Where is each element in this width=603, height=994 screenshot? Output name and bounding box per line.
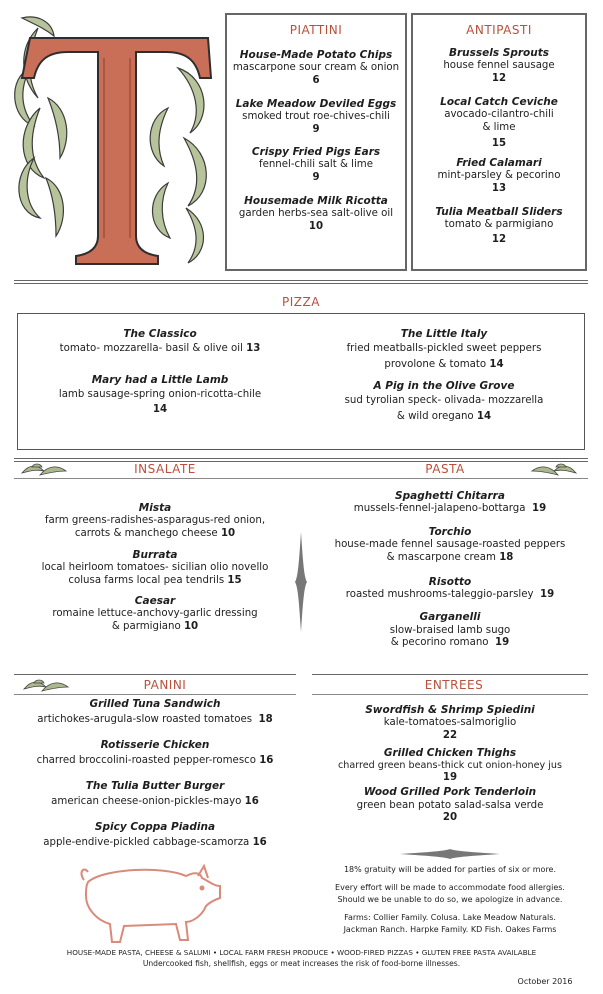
menu-item: Swordfish & Shrimp Spiedini kale-tomatoes-salmoriglio 22 [365,704,535,741]
vertical-diamond-divider-icon [295,532,307,636]
menu-item: Grilled Tuna Sandwich artichokes-arugula-slow roasted tomatoes 18 [37,698,273,726]
insalate-section [14,502,296,634]
menu-item: Tulia Meatball Sliders tomato & parmigiano 12 [435,205,563,245]
menu-item: Risotto roasted mushrooms-taleggio-parsley 19 [345,575,555,600]
piattini-section [225,13,407,271]
menu-date: October 2016 [517,977,573,986]
allergy-note: Every effort will be made to accommodate food allergies. [335,883,565,892]
menu-item: The Tulia Butter Burger american cheese-onion-pickles-mayo 16 [51,779,259,807]
entrees-underline [312,694,588,695]
footer-tagline: HOUSE-MADE PASTA, CHEESE & SALUMI • LOCAL FARM FRESH PRODUCE • WOOD-FIRED PIZZAS • GLUTEN FREE PASTA AVAILABLE [66,948,537,957]
menu-item: Garganelli slow-braised lamb sugo & pecorino romano 19 [389,611,511,649]
pizza-section [17,313,585,450]
footer-warning: Undercooked fish, shellfish, eggs or meat increases the risk of food-borne illnesses. [142,958,461,968]
pasta-heading: PASTA [425,462,465,476]
horizontal-diamond-divider-icon [400,844,500,863]
menu-item: Wood Grilled Pork Tenderloin green bean potato salad-salsa verde 20 [356,786,544,824]
entrees-section [312,704,588,825]
allergy-note: Should we be unable to do so, we apologize in advance. [337,895,563,904]
menu-item: Mary had a Little Lamb lamb sausage-spring onion-ricotta-chile 14 [58,373,262,415]
menu-item: House-Made Potato Chips mascarpone sour cream & onion 6 [232,49,400,86]
antipasti-heading: ANTIPASTI [466,23,532,37]
panini-rule [14,674,296,675]
menu-item: Lake Meadow Deviled Eggs smoked trout roe-chives-chili 9 [235,97,397,135]
menu-item: Mista farm greens-radishes-asparagus-red onion, carrots & manchego cheese 10 [44,502,266,539]
panini-underline [14,694,296,695]
pasta-section [312,490,588,650]
menu-item: Grilled Chicken Thighs charred green beans-thick cut onion-honey jus 19 [338,746,562,783]
pizza-rule [14,280,588,284]
insalate-heading: INSALATE [134,462,196,476]
menu-item: Spaghetti Chitarra mussels-fennel-jalapeno-bottarga 19 [353,490,547,515]
farms-note: Jackman Ranch. Harpke Family. KD Fish. Oakes Farms [343,925,557,934]
gratuity-note: 18% gratuity will be added for parties of six or more. [343,865,557,874]
footer [0,948,603,969]
menu-item: Local Catch Ceviche avocado-cilantro-chili & lime 15 [440,95,558,150]
entrees-heading: ENTREES [424,678,484,692]
menu-item: The Classico tomato- mozzarella- basil & olive oil 13 [59,328,261,355]
menu-item: Burrata local heirloom tomatoes- sicilian olio novello colusa farms local pea tendrils 15 [41,548,269,586]
menu-item: Rotisserie Chicken charred broccolini-roasted pepper-romesco 16 [36,738,274,766]
piattini-heading: PIATTINI [289,23,343,37]
menu-item: Housemade Milk Ricotta garden herbs-sea salt-olive oil 10 [238,194,394,232]
pig-outline-icon [74,862,224,950]
antipasti-section [411,13,587,271]
pizza-heading: PIZZA [282,295,320,309]
drop-cap-t-with-leaves-icon [8,8,218,270]
notes-section [312,864,588,936]
menu-item: The Little Italy fried meatballs-pickled sweet peppers provolone & tomato 14 [346,328,542,370]
menu-item: Fried Calamari mint-parsley & pecorino 13 [437,157,561,194]
panini-section [14,698,296,850]
menu-item: Caesar romaine lettuce-anchovy-garlic dressing & parmigiano 10 [52,595,258,633]
drop-cap-logo [8,8,218,270]
farms-note: Farms: Collier Family. Colusa. Lake Meadow Naturals. [344,913,556,922]
entrees-rule [312,674,588,675]
insalate-rule [14,458,588,462]
menu-item: Brussels Sprouts house fennel sausage 12 [443,47,555,84]
section-rule [14,478,588,479]
menu-item: Spicy Coppa Piadina apple-endive-pickled cabbage-scamorza 16 [43,820,267,848]
menu-item: A Pig in the Olive Grove sud tyrolian speck- olivada- mozzarella & wild oregano 14 [344,379,544,422]
panini-heading: PANINI [143,678,187,692]
menu-item: Crispy Fried Pigs Ears fennel-chili salt & lime 9 [251,146,381,184]
menu-item: Torchio house-made fennel sausage-roasted peppers & mascarpone cream 18 [334,525,566,563]
